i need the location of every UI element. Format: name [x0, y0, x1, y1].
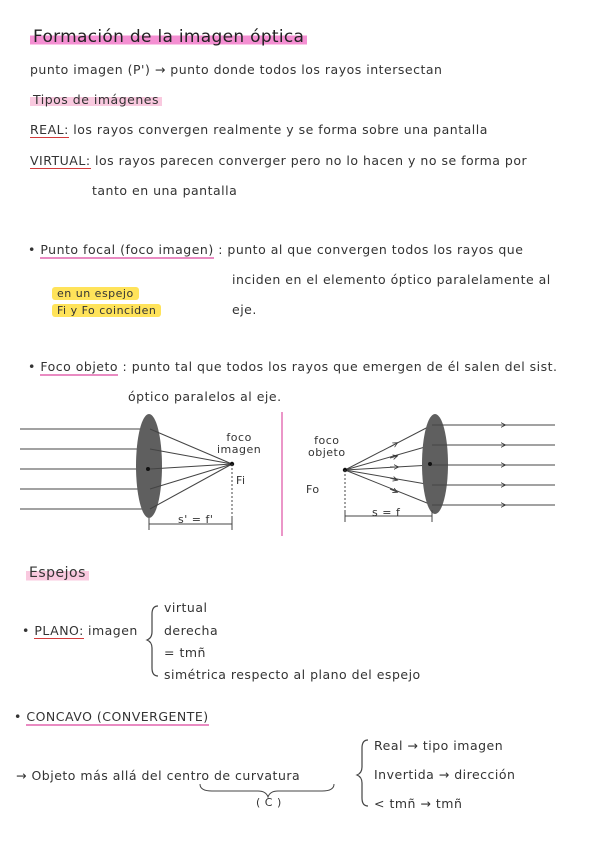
lens-center	[428, 462, 432, 466]
ray-arrow	[390, 443, 397, 447]
diverging-ray	[345, 470, 432, 485]
foco-objeto-text: : punto tal que todos los rayos que emergen de él salen del sist.	[122, 359, 558, 374]
centro-sub: ( C )	[256, 796, 282, 809]
foco-imagen-line1: foco	[226, 431, 252, 444]
centro-text: centro de curvatura	[166, 768, 301, 783]
concavo-label: CONCAVO (CONVERGENTE)	[26, 709, 209, 724]
foco-objeto-label: Foco objeto	[40, 359, 119, 374]
bullet: •	[22, 623, 30, 638]
diverging-ray	[345, 425, 432, 470]
plano-item-virtual: virtual	[164, 600, 208, 615]
real-text: los rayos convergen realmente y se forma sobre una pantalla	[73, 122, 488, 137]
foco-objeto-line1: foco	[314, 434, 340, 447]
foco-objeto-line2: objeto	[308, 445, 346, 459]
punto-focal-text2: inciden en el elemento óptico paralelamente al	[232, 272, 551, 287]
note-espejo: en un espejo	[52, 287, 139, 300]
fi-label: Fi	[236, 474, 246, 487]
lens-center	[146, 467, 150, 471]
result-invertida: Invertida → dirección	[374, 767, 516, 782]
diverging-ray	[345, 470, 432, 505]
plano-item-tmn: = tmñ	[164, 645, 206, 660]
foco-objeto-diagram-label	[308, 435, 346, 458]
note-fi-fo: Fi y Fo coinciden	[52, 304, 161, 317]
plano-label: PLANO:	[34, 623, 84, 638]
foco-objeto-text2: óptico paralelos al eje.	[128, 389, 282, 404]
real-label: REAL:	[30, 122, 69, 137]
objeto-text: Objeto más allá del	[31, 768, 163, 783]
definition-text: punto imagen (P') → punto donde todos los rayos intersectan	[30, 62, 443, 77]
s-label: s = f	[372, 506, 401, 519]
concavo-row	[14, 709, 209, 724]
plano-imagen: imagen	[88, 623, 138, 638]
fo-label: Fo	[306, 483, 320, 496]
foco-imagen-line2: imagen	[217, 442, 262, 456]
result-tmn: < tmñ → tmñ	[374, 796, 463, 811]
virtual-text-cont: tanto en una pantalla	[92, 183, 238, 198]
objeto-row	[16, 768, 300, 783]
lens-right	[422, 414, 448, 514]
result-real: Real → tipo imagen	[374, 738, 504, 753]
punto-focal-text3: eje.	[232, 302, 257, 317]
plano-row	[22, 623, 84, 638]
punto-focal-text: : punto al que convergen todos los rayos que	[218, 242, 524, 257]
bullet: •	[28, 242, 36, 257]
page-title: Formación de la imagen óptica	[30, 27, 307, 47]
virtual-label: VIRTUAL:	[30, 153, 91, 168]
bullet: •	[28, 359, 36, 374]
plano-item-simetrica: simétrica respecto al plano del espejo	[164, 667, 421, 682]
foco-imagen-label	[217, 432, 261, 455]
arrow-icon: →	[16, 768, 27, 783]
tipos-heading: Tipos de imágenes	[30, 92, 162, 107]
brace-concavo	[357, 740, 368, 806]
lens-left	[136, 414, 162, 518]
s-prime-label: s' = f'	[178, 513, 214, 526]
bullet: •	[14, 709, 22, 724]
espejos-heading: Espejos	[26, 565, 89, 582]
plano-item-derecha: derecha	[164, 623, 219, 638]
virtual-text: los rayos parecen converger pero no lo hacen y no se forma por	[95, 153, 528, 168]
punto-focal-label: Punto focal (foco imagen)	[40, 242, 214, 257]
brace-plano	[147, 606, 158, 676]
converging-ray	[150, 464, 232, 509]
